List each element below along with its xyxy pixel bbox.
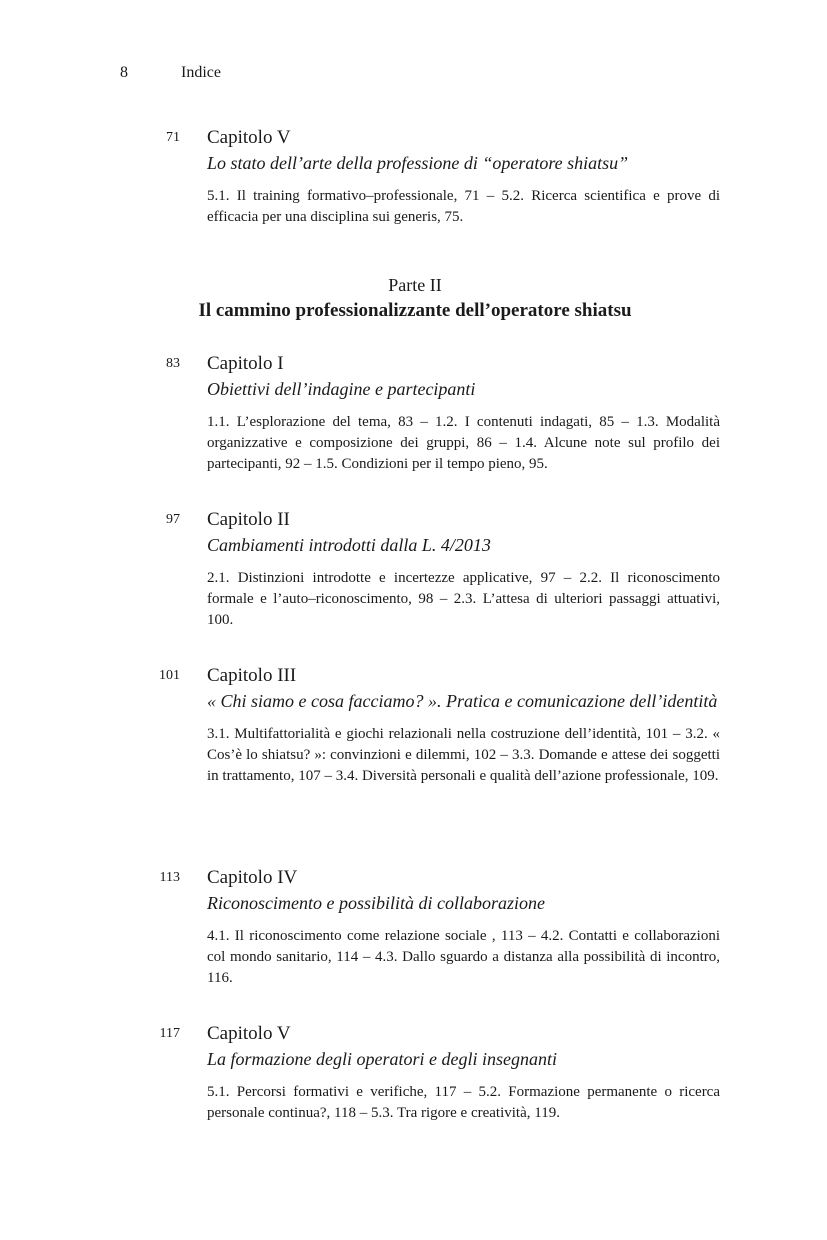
chapter-heading: Capitolo III: [207, 665, 297, 686]
chapter-heading: Capitolo V: [207, 1023, 291, 1044]
chapter-subtitle: Lo stato dell’arte della professione di “operatore shiatsu”: [207, 153, 629, 173]
toc-page-number: 101: [159, 668, 180, 683]
chapter-heading: Capitolo IV: [207, 867, 298, 888]
toc-entry-part2-chapter-1: [150, 352, 720, 475]
chapter-heading: Capitolo I: [207, 353, 284, 374]
part-label: Parte II: [388, 275, 442, 295]
toc-entry-part2-chapter-2: [150, 508, 720, 631]
chapter-subtitle: Obiettivi dell’indagine e partecipanti: [207, 379, 476, 399]
toc-entry-part2-chapter-5: [150, 1022, 720, 1124]
toc-page-number: 113: [159, 870, 180, 885]
chapter-sections: 2.1. Distinzioni introdotte e incertezze applicative, 97 – 2.2. Il riconoscimento formale e l’auto–riconoscimento, 98 – 2.3. L’attesa di ulteriori passaggi attuativi, 100.: [207, 570, 720, 628]
chapter-subtitle: Cambiamenti introdotti dalla L. 4/2013: [207, 535, 491, 555]
chapter-sections: 5.1. Il training formativo–professionale, 71 – 5.2. Ricerca scientifica e prove di efficacia per una disciplina sui generis, 75.: [207, 188, 720, 225]
page-number: 8: [120, 64, 128, 81]
toc-entry-part1-chapter-5: [150, 126, 720, 228]
chapter-subtitle: « Chi siamo e cosa facciamo? ». Pratica e comunicazione dell’identità: [207, 691, 718, 711]
chapter-subtitle: La formazione degli operatori e degli insegnanti: [207, 1049, 557, 1069]
part-title: Il cammino professionalizzante dell’operatore shiatsu: [198, 300, 632, 321]
toc-page-number: 71: [166, 130, 180, 145]
toc-page-number: 83: [166, 356, 180, 371]
toc-entry-part2-chapter-4: [150, 866, 720, 989]
page-header: [0, 64, 827, 88]
toc-entry-part2-chapter-3: [150, 664, 720, 787]
running-title: Indice: [181, 64, 221, 81]
toc-page-number: 97: [166, 512, 180, 527]
chapter-heading: Capitolo II: [207, 509, 290, 530]
chapter-heading: Capitolo V: [207, 127, 291, 148]
chapter-sections: 4.1. Il riconoscimento come relazione sociale , 113 – 4.2. Contatti e collaborazioni col mondo sanitario, 114 – 4.3. Dallo sguardo a distanza alla possibilità di incontro, 116.: [207, 928, 720, 986]
chapter-sections: 5.1. Percorsi formativi e verifiche, 117 – 5.2. Formazione permanente o ricerca personale continua?, 118 – 5.3. Tra rigore e creatività, 119.: [207, 1084, 720, 1121]
chapter-sections: 3.1. Multifattorialità e giochi relazionali nella costruzione dell’identità, 101 – 3.2. « Cos’è lo shiatsu? »: convinzioni e dilemmi, 102 – 3.3. Domande e attese dei soggetti in trattamento, 107 – 3.4. Diversità personali e qualità dell’azione professionale, 109.: [207, 726, 720, 784]
toc-page-number: 117: [159, 1026, 180, 1041]
chapter-subtitle: Riconoscimento e possibilità di collaborazione: [207, 893, 545, 913]
part-heading: [150, 274, 680, 324]
chapter-sections: 1.1. L’esplorazione del tema, 83 – 1.2. I contenuti indagati, 85 – 1.3. Modalità organizzative e composizione dei gruppi, 86 – 1.4. Alcune note sul profilo dei partecipanti, 92 – 1.5. Condizioni per il tempo pieno, 95.: [207, 414, 720, 472]
